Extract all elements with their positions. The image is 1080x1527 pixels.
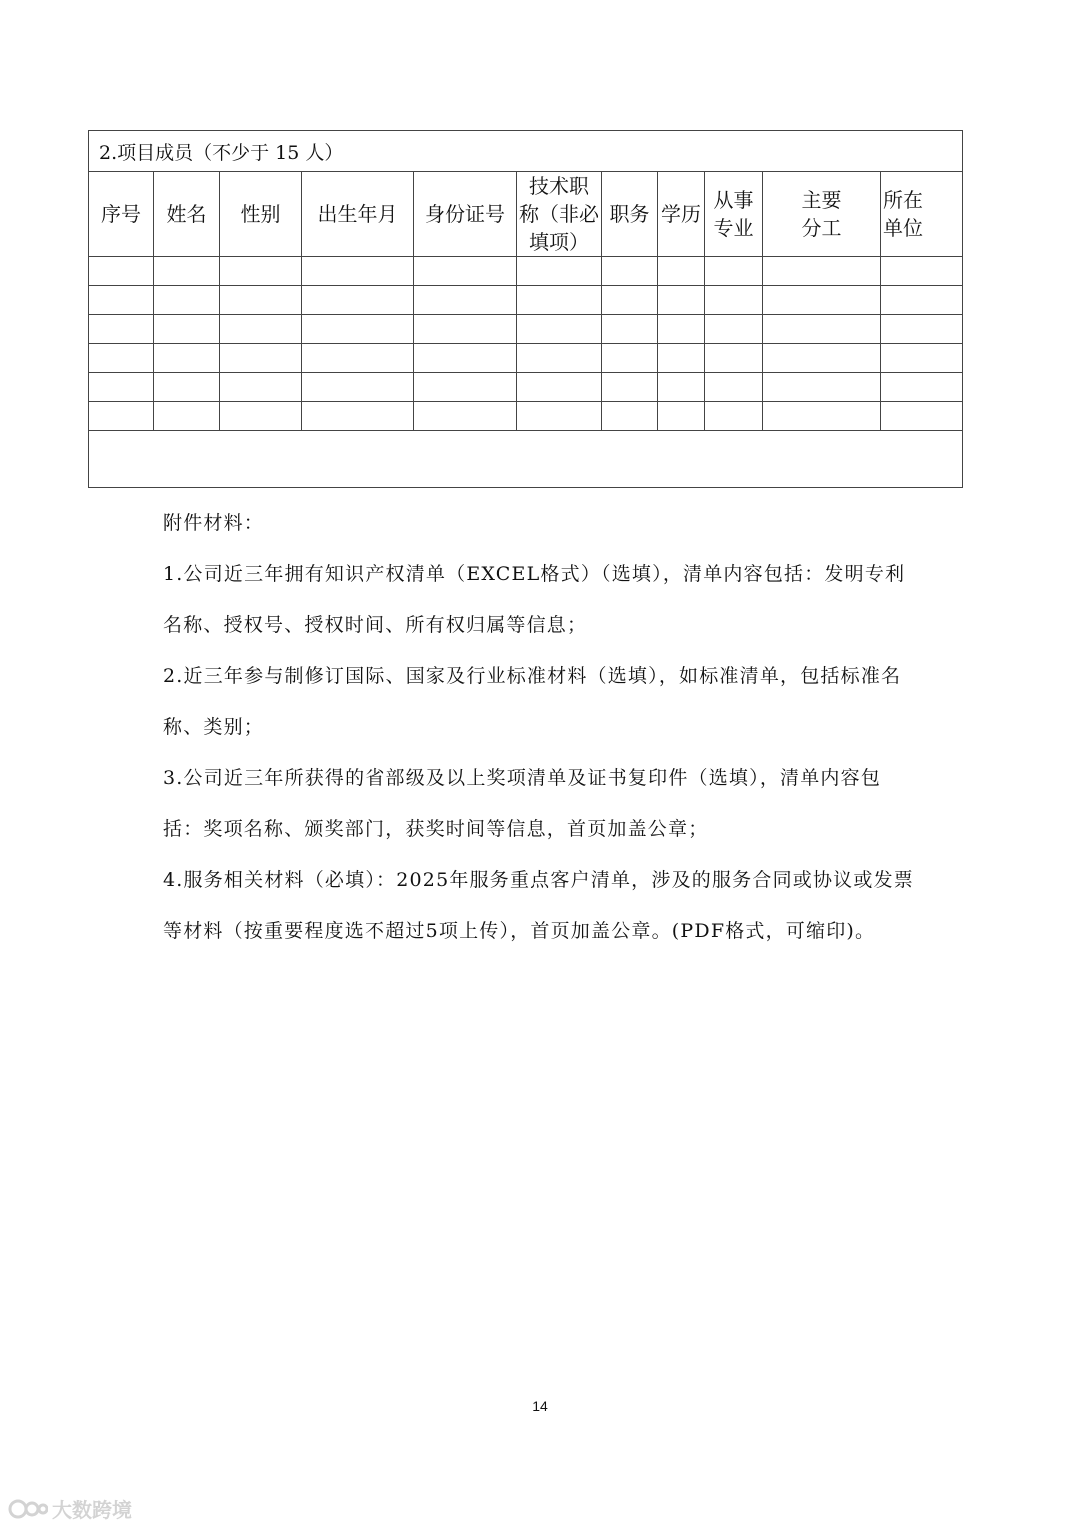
table-row — [89, 315, 963, 344]
table-cell — [658, 257, 705, 286]
table-cell — [89, 257, 154, 286]
table-cell — [602, 286, 658, 315]
table-cell — [705, 286, 763, 315]
table-cell — [220, 286, 302, 315]
header-gender: 性别 — [220, 172, 302, 257]
table-cell — [302, 402, 414, 431]
table-cell — [658, 315, 705, 344]
table-cell — [763, 286, 881, 315]
table-cell — [881, 344, 963, 373]
attachments-section — [163, 498, 920, 957]
table-cell — [763, 373, 881, 402]
table-cell — [414, 257, 517, 286]
table-cell — [602, 257, 658, 286]
header-main-duty: 主要 分工 — [763, 172, 881, 257]
table-cell — [220, 344, 302, 373]
attachment-item: 2.近三年参与制修订国际、国家及行业标准材料（选填），如标准清单，包括标准名称、类别； — [163, 665, 902, 738]
table-cell — [705, 315, 763, 344]
table-cell — [658, 402, 705, 431]
table-cell — [881, 286, 963, 315]
header-index: 序号 — [89, 172, 154, 257]
attachments-heading: 附件材料： — [163, 512, 265, 534]
table-row — [89, 344, 963, 373]
project-members-table — [88, 130, 963, 488]
table-cell — [89, 286, 154, 315]
table-row — [89, 402, 963, 431]
page-number: 14 — [532, 1398, 548, 1414]
table-cell — [414, 402, 517, 431]
table-cell — [705, 373, 763, 402]
table-cell — [881, 257, 963, 286]
table-cell — [517, 344, 602, 373]
table-cell — [602, 344, 658, 373]
table-cell — [881, 373, 963, 402]
table-cell — [517, 373, 602, 402]
table-cell — [89, 344, 154, 373]
table-cell — [89, 373, 154, 402]
table-cell — [154, 402, 220, 431]
table-cell — [302, 257, 414, 286]
table-cell — [302, 286, 414, 315]
table-cell — [302, 315, 414, 344]
table-cell — [302, 344, 414, 373]
table-cell — [705, 344, 763, 373]
table-cell — [517, 315, 602, 344]
table-cell — [414, 315, 517, 344]
header-technical-title: 技术职 称（非必 填项） — [517, 172, 602, 257]
table-cell — [763, 315, 881, 344]
header-name: 姓名 — [154, 172, 220, 257]
table-cell — [602, 315, 658, 344]
table-cell — [658, 373, 705, 402]
table-cell — [154, 286, 220, 315]
table-cell — [658, 344, 705, 373]
table-cell — [302, 373, 414, 402]
watermark-text: 大数跨境 — [52, 1498, 132, 1522]
watermark — [8, 1494, 132, 1523]
table-cell — [220, 257, 302, 286]
table-cell — [154, 344, 220, 373]
table-footer-row — [89, 431, 963, 488]
attachment-item: 4.服务相关材料（必填）：2025年服务重点客户清单，涉及的服务合同或协议或发票等材料（按重要程度选不超过5项上传），首页加盖公章。(PDF格式，可缩印)。 — [163, 869, 914, 942]
attachment-item: 1.公司近三年拥有知识产权清单（EXCEL格式）（选填），清单内容包括：发明专利名称、授权号、授权时间、所有权归属等信息； — [163, 563, 906, 636]
table-cell — [881, 402, 963, 431]
table-cell — [602, 402, 658, 431]
table-cell — [154, 315, 220, 344]
header-id-number: 身份证号 — [414, 172, 517, 257]
table-cell — [658, 286, 705, 315]
table-cell — [220, 402, 302, 431]
attachment-item: 3.公司近三年所获得的省部级及以上奖项清单及证书复印件（选填），清单内容包括：奖项名称、颁奖部门，获奖时间等信息，首页加盖公章； — [163, 767, 882, 840]
table-cell — [154, 257, 220, 286]
table-cell — [220, 315, 302, 344]
header-birth-date: 出生年月 — [302, 172, 414, 257]
table-row — [89, 373, 963, 402]
table-cell — [763, 257, 881, 286]
table-cell — [154, 373, 220, 402]
table-footer-cell — [89, 431, 963, 488]
table-cell — [220, 373, 302, 402]
table-cell — [517, 257, 602, 286]
header-position: 职务 — [602, 172, 658, 257]
table-cell — [89, 315, 154, 344]
table-cell — [414, 286, 517, 315]
table-caption-row — [89, 131, 963, 172]
table-cell — [705, 402, 763, 431]
table-cell — [517, 286, 602, 315]
table-header-row — [89, 172, 963, 257]
table-cell — [602, 373, 658, 402]
table-cell — [89, 402, 154, 431]
table-cell — [414, 344, 517, 373]
header-employer: 所在 单位 — [881, 172, 963, 257]
table-cell — [414, 373, 517, 402]
table-row — [89, 286, 963, 315]
table-cell — [881, 315, 963, 344]
header-specialty: 从事 专业 — [705, 172, 763, 257]
table-row — [89, 257, 963, 286]
header-education: 学历 — [658, 172, 705, 257]
table-caption: 2.项目成员（不少于 15 人） — [89, 131, 963, 172]
table-cell — [763, 402, 881, 431]
table-cell — [763, 344, 881, 373]
table-cell — [705, 257, 763, 286]
table-cell — [517, 402, 602, 431]
brand-logo-icon — [8, 1498, 48, 1520]
